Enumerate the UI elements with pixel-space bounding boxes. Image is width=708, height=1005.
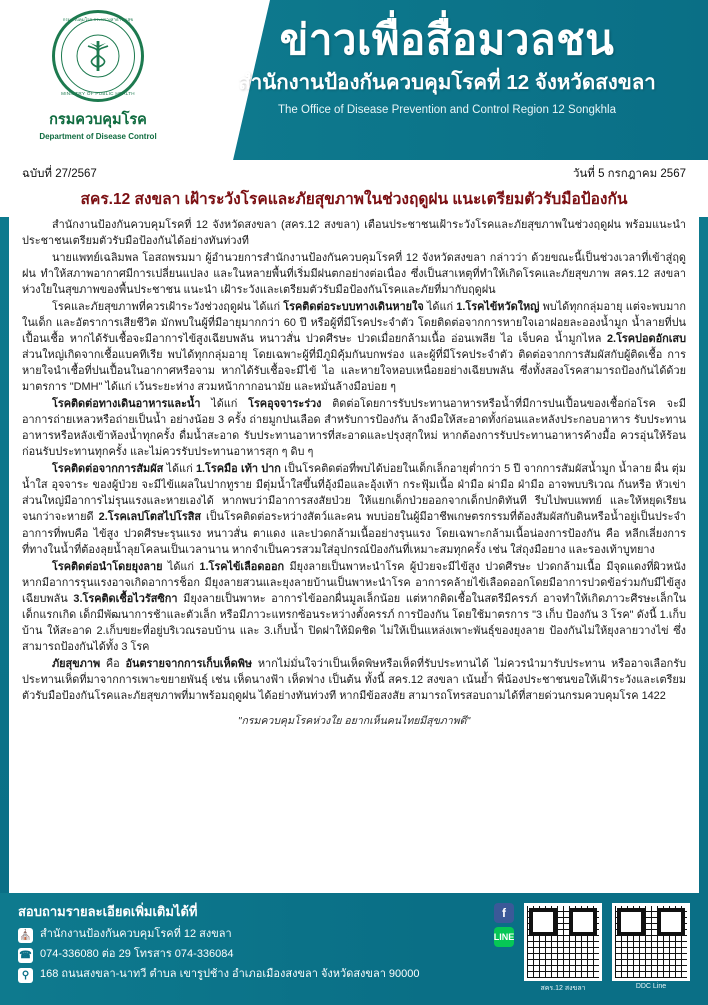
logo	[52, 10, 144, 102]
qr-caption-facebook: สคร.12 สงขลา	[540, 984, 586, 992]
paragraph: นายแพทย์เฉลิมพล โอสถพรมมา ผู้อำนวยการสำนักงานป้องกันควบคุมโรคที่ 12 จังหวัดสงขลา กล่าวว่า ด้วยขณะนี้เป็นช่วงเวลาที่เข้าสู่ฤดูฝน ทำให้สภาพอากาศมีการเปลี่ยนแปลง และในหลายพื้นที่เริ่มมีฝนตกอย่างต่อเนื่อง ซึ่งเป็นสาเหตุที่ทำให้เกิดโรคและภัยสุขภาพ สคร.12 สงขลา ห่วงใยในสุขภาพของพื้นประชาชน แนะนำ เฝ้าระวังและเตรียมตัวรับมือป้องกันโรคและภัยที่มากับฤดูฝน	[22, 251, 686, 297]
paragraph: ภัยสุขภาพ คือ อันตรายจากการเก็บเห็ดพิษ หากไม่มั่นใจว่าเป็นเห็ดพิษหรือเห็ดที่รับประทานได้ ไม่ควรนำมารับประทาน หรืออาจเลือกรับประทานเห็ดที่มาจากการเพาะขยายพันธุ์ เช่น เห็ดนางฟ้า เห็ดฟาง เป็นต้น ทั้งนี้ สคร.12 สงขลา เน้นย้ำ พี่น้องประชาชนขอให้เฝ้าระวังและเตรียมตัวรับมือป้องกันโรคและภัยสุขภาพที่มาพร้อมฤดูฝน ได้อย่างทันท่วงที หากมีข้อสงสัย สามารถโทรสอบถามได้ที่สายด่วนกรมควบคุมโรค 1422	[22, 657, 686, 702]
org-name-en: Department of Disease Control	[39, 132, 157, 141]
publish-date: วันที่ 5 กรกฎาคม 2567	[572, 168, 686, 180]
page-title: สคร.12 สงขลา เฝ้าระวังโรคและภัยสุขภาพในช่วงฤดูฝน แนะเตรียมตัวรับมือป้องกัน	[80, 191, 628, 208]
qr-code-facebook[interactable]	[524, 903, 602, 981]
caduceus-icon	[61, 19, 135, 93]
phone-icon: ☎	[19, 949, 32, 961]
article-body	[0, 217, 708, 893]
line-icon[interactable]: LINE	[494, 927, 514, 947]
footer-title: สอบถามรายละเอียดเพิ่มเติมได้ที่	[18, 903, 198, 919]
qr-caption-line: DDC Line	[635, 982, 667, 990]
paragraph: สำนักงานป้องกันควบคุมโรคที่ 12 จังหวัดสงขลา (สคร.12 สงขลา) เตือนประชาชนเฝ้าระวังโรคและภัยสุขภาพในช่วงฤดูฝน พร้อมแนะนำประชาชนเตรียมตัวรับมือป้องกันได้อย่างทันท่วงที	[22, 218, 686, 247]
header-logo-block	[0, 0, 196, 160]
contact-phone-text: 074-336080 ต่อ 29 โทรสาร 074-336084	[40, 947, 234, 960]
paragraph: โรคและภัยสุขภาพที่ควรเฝ้าระวังช่วงฤดูฝน ได้แก่ โรคติดต่อระบบทางเดินหายใจ ได้แก่ 1.โรคไข้หวัดใหญ่ พบได้ทุกกลุ่มอายุ แต่จะพบมากในเด็ก และอัตราการเสียชีวิต มักพบในผู้ที่มีอายุมากกว่า 60 ปี หรือผู้ที่มีโรคประจำตัว โดยติดต่อจากการหายใจเอาฝอยละอองน้ำมูก น้ำลายที่ปนเปื้อนเชื้อ หากได้รับเชื้อจะมีอาการไข้สูงเฉียบพลัน หนาวสั่น ปวดศีรษะ ปวดเมื่อยกล้ามเนื้อ อ่อนเพลีย ไอ เจ็บคอ น้ำมูกไหล 2.โรคปอดอักเสบ ส่วนใหญ่เกิดจากเชื้อแบคทีเรีย พบได้ทุกกลุ่มอายุ โดยเฉพาะผู้ที่มีภูมิคุ้มกันบกพร่อง และผู้ที่มีโรคประจำตัว ติดต่อจากการสัมผัสกับผู้ติดเชื้อ การหายใจนำเชื้อที่ปนเปื้อนในอากาศหรือจาม หากได้รับเชื้อจะมีไข้ ไอ และหายใจหอบเหนื่อยอย่างเฉียบพลัน ซึ่งทั้งสองโรคสามารถป้องกันได้ด้วยมาตรการ "DMH" ได้แก่ เว้นระยะห่าง สวมหน้ากากอนามัย และหมั่นล้างมือบ่อย ๆ	[22, 301, 686, 394]
building-icon: ⛪	[19, 929, 32, 941]
paragraph: โรคติดต่อทางเดินอาหารและน้ำ ได้แก่ โรคอุจจาระร่วง ติดต่อโดยการรับประทานอาหารหรือน้ำที่มีการปนเปื้อนของเชื้อก่อโรค จะมีอาการถ่ายเหลวหรือถ่ายเป็นน้ำ อย่างน้อย 3 ครั้ง ถ่ายมูกปนเลือด สำหรับการป้องกัน ล้างมือให้สะอาดทั้งก่อนและหลังประกอบอาหาร รับประทานอาหารหรือหลังเข้าห้องน้ำทุกครั้ง ดื่มน้ำสะอาด รับประทานอาหารที่สะอาดและปรุงสุกใหม่ หากต้องการรับประทานอาหารค้างมื้อ ควรอุ่นให้ร้อนก่อนรับประทานทุกครั้ง และไม่ควรรับประทานอาหารสุก ๆ ดิบ ๆ	[22, 398, 686, 459]
meta-row	[0, 160, 708, 186]
ministry-seal-icon	[52, 10, 144, 102]
seal-ring-bottom-text: MINISTRY OF PUBLIC HEALTH	[61, 91, 135, 96]
banner-subtitle: สำนักงานป้องกันควบคุมโรคที่ 12 จังหวัดสงขลา	[238, 71, 656, 95]
seal-ring-top-text: กรมควบคุมโรค กระทรวงสาธารณสุข	[62, 17, 134, 22]
slogan-quote: "กรมควบคุมโรคห่วงใย อยากเห็นคนไทยมีสุขภาพดี"	[237, 714, 471, 727]
issue-number: ฉบับที่ 27/2567	[22, 168, 97, 180]
social-links[interactable]	[494, 903, 514, 947]
contact-office-text: สำนักงานป้องกันควบคุมโรคที่ 12 สงขลา	[40, 927, 232, 940]
paragraph: โรคติดต่อจากการสัมผัส ได้แก่ 1.โรคมือ เท้า ปาก เป็นโรคติดต่อที่พบได้บ่อยในเด็กเล็กอายุต่ำกว่า 5 ปี จากการสัมผัสน้ำมูก น้ำลาย ผื่น ตุ่มน้ำใส อุจจาระ ของผู้ป่วย จะมีไข้แผลในปากทูราย มีตุ่มน้ำใสขึ้นที่อุ้งมือและอุ้งเท้า กระฟุ้มเนื้อ ฝ่ามือ ผ่ามือ ฝ่ามือ อาจพบบริเวณ ก้นหรือ หัวเข่า ส่วนใหญ่มีอาการไม่รุนแรงและหายเองได้ หากพบว่ามีอาการสงสัยป่วย ให้แยกเด็กป่วยออกจากเด็กปกติทันที รีบไปพบแพทย์ และให้หยุดเรียนจนกว่าจะหายดี 2.โรคเลปโตสไปโรสิส เป็นโรคติดต่อระหว่างสัตว์และคน พบบ่อยในผู้มีอาชีพเกษตรกรรมที่ต้องสัมผัสกับดินหรือน้ำอยู่เป็นประจำ อาการที่พบคือ ไข้สูง ปวดศีรษะรุนแรง หนาวสั่น ตาแดง และปวดกล้ามเนื้ออย่างรุนแรง โดยเฉพาะกล้ามเนื้อน่องการป้องกัน คือ หลีกเลี่ยงการที่ทางในน้ำที่ต้องลุยน้ำลุยโคลนเป็นเวลานาน หากจำเป็นควรสวมใส่อุปกรณ์ป้องกันที่เหมาะสมทุกครั้ง เช่น ใส่ถุงมือยาง และรองเท้าบูทยาง	[22, 463, 686, 556]
location-icon: ⚲	[18, 968, 33, 983]
org-name-th: กรมควบคุมโรค	[49, 112, 147, 128]
page-footer	[0, 893, 708, 1005]
qr-area	[494, 903, 690, 994]
banner-title: ข่าวเพื่อสื่อมวลชน	[279, 16, 615, 63]
banner-subtitle-en: The Office of Disease Prevention and Control Region 12 Songkhla	[278, 104, 616, 117]
qr-code-line[interactable]	[612, 903, 690, 981]
page-header	[0, 0, 708, 160]
header-title-block	[196, 0, 708, 160]
facebook-icon[interactable]: f	[494, 903, 514, 923]
paragraph: โรคติดต่อนำโดยยุงลาย ได้แก่ 1.โรคไข้เลือดออก มียุงลายเป็นพาหะนำโรค ผู้ป่วยจะมีไข้สูง ปวดศีรษะ ปวดกล้ามเนื้อ มีจุดแดงที่ผิวหนัง หากมีอาการรุนแรงอาจเกิดอาการช็อก มียุงลายสวนและยุงลายบ้านเป็นพาหะนำโรค อาการคล้ายไข้เลือดออกโดยมีอาการปวดข้อร่วมกับมีไข้สูงเฉียบพลัน 3.โรคติดเชื้อไวรัสซิกา มียุงลายเป็นพาหะ อาการไข้ออกผื่นมูลเล็กน้อย แต่หากติดเชื้อในสตรีมีครรภ์ อาจทำให้เกิดภาวะศีรษะเล็กในเด็กแรกเกิด เด็กมีพัฒนาการช้าและตัวเล็ก หรือมีภาวะแทรกซ้อนระหว่างตั้งครรภ์ การป้องกัน โดยใช้มาตรการ "3 เก็บ ป้องกัน 3 โรค" ดังนี้ 1.เก็บบ้าน ให้สะอาด 2.เก็บขยะที่อยู่บริเวณรอบบ้าน และ 3.เก็บน้ำ ปิดฝาให้มิดชิด ไม่ให้เป็นแหล่งเพาะพันธุ์ของยุงลาย ป้องกันไม่ให้ยุงลายวางไข่ ซึ่งสามารถป้องกันได้ทั้ง 3 โรค	[22, 560, 686, 653]
contact-address-text: 168 ถนนสงขลา-นาทวี ตำบล เขารูปช้าง อำเภอเมืองสงขลา จังหวัดสงขลา 90000	[40, 967, 420, 980]
